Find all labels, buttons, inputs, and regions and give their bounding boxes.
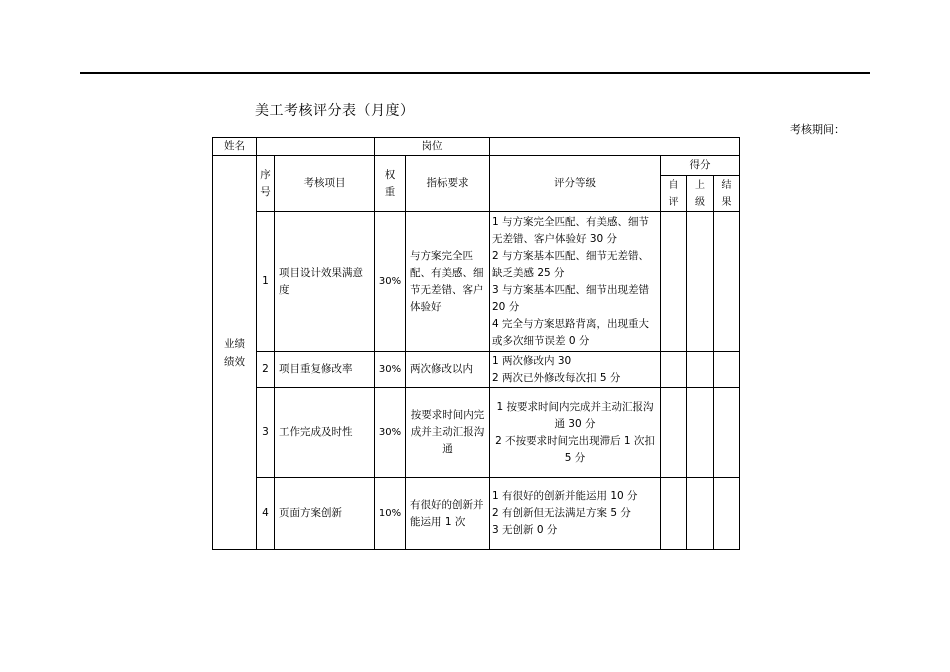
result-score-cell[interactable] [714, 212, 740, 352]
row-indicator: 按要求时间内完成并主动汇报沟通 [406, 388, 490, 478]
top-rule [80, 72, 870, 74]
name-value-cell[interactable] [257, 138, 375, 156]
superior-score-header: 上级 [687, 176, 714, 212]
row-criteria [490, 388, 661, 478]
row-weight: 30% [375, 352, 406, 388]
criteria-line: 3 无创新 0 分 [492, 524, 558, 536]
criteria-line: 2 两次已外修改每次扣 5 分 [492, 371, 621, 384]
assessment-period-label: 考核期间： [790, 123, 845, 136]
row-seq: 3 [257, 388, 275, 478]
row-indicator: 两次修改以内 [406, 352, 490, 388]
criteria-line: 2 有创新但无法满足方案 5 分 [492, 507, 631, 519]
self-score-cell[interactable] [661, 478, 687, 550]
name-row [213, 138, 740, 156]
row-seq: 4 [257, 478, 275, 550]
table-row [213, 352, 740, 388]
position-value-cell[interactable] [490, 138, 740, 156]
result-score-cell[interactable] [714, 352, 740, 388]
position-label: 岗位 [375, 138, 490, 156]
self-score-cell[interactable] [661, 388, 687, 478]
page-title: 美工考核评分表（月度） [255, 103, 415, 119]
name-label: 姓名 [213, 138, 257, 156]
row-weight: 10% [375, 478, 406, 550]
row-seq: 2 [257, 352, 275, 388]
criteria-line: 4 完全与方案思路背离，出现重大或多次细节误差 0 分 [492, 317, 650, 347]
self-score-cell[interactable] [661, 212, 687, 352]
row-item: 项目设计效果满意度 [275, 212, 375, 352]
superior-score-cell[interactable] [687, 388, 714, 478]
row-criteria [490, 352, 661, 388]
criteria-line: 1 有很好的创新并能运用 10 分 [492, 490, 638, 502]
row-criteria [490, 212, 661, 352]
category-label: 业绩绩效 [224, 337, 245, 368]
result-score-cell[interactable] [714, 478, 740, 550]
row-weight: 30% [375, 388, 406, 478]
result-score-cell[interactable] [714, 388, 740, 478]
row-item: 工作完成及时性 [275, 388, 375, 478]
self-score-header: 自评 [661, 176, 687, 212]
table-row [213, 478, 740, 550]
row-indicator: 与方案完全匹配、有美感、细节无差错、客户体验好 [406, 212, 490, 352]
score-table [212, 137, 740, 550]
criteria-line: 1 与方案完全匹配、有美感、细节无差错、客户体验好 30 分 [492, 215, 650, 245]
superior-score-cell[interactable] [687, 352, 714, 388]
row-item: 项目重复修改率 [275, 352, 375, 388]
result-score-header: 结果 [714, 176, 740, 212]
criteria-line: 1 按要求时间内完成并主动汇报沟通 30 分 [496, 400, 654, 430]
superior-score-cell[interactable] [687, 212, 714, 352]
score-header: 得分 [661, 156, 740, 176]
indicator-header: 指标要求 [406, 156, 490, 212]
row-seq: 1 [257, 212, 275, 352]
row-item: 页面方案创新 [275, 478, 375, 550]
item-header: 考核项目 [275, 156, 375, 212]
seq-header: 序号 [257, 156, 275, 212]
criteria-line: 1 两次修改内 30 [492, 354, 572, 367]
table-row [213, 388, 740, 478]
row-indicator: 有很好的创新并能运用 1 次 [406, 478, 490, 550]
row-weight: 30% [375, 212, 406, 352]
weight-header: 权重 [375, 156, 406, 212]
grade-header: 评分等级 [490, 156, 661, 212]
row-criteria [490, 478, 661, 550]
superior-score-cell[interactable] [687, 478, 714, 550]
table-row [213, 212, 740, 352]
category-cell [213, 156, 257, 550]
criteria-line: 2 不按要求时间完出现滞后 1 次扣 5 分 [495, 434, 655, 464]
self-score-cell[interactable] [661, 352, 687, 388]
criteria-line: 3 与方案基本匹配、细节出现差错 20 分 [492, 283, 650, 313]
criteria-line: 2 与方案基本匹配、细节无差错、缺乏美感 25 分 [492, 249, 650, 279]
header-row [213, 156, 740, 176]
